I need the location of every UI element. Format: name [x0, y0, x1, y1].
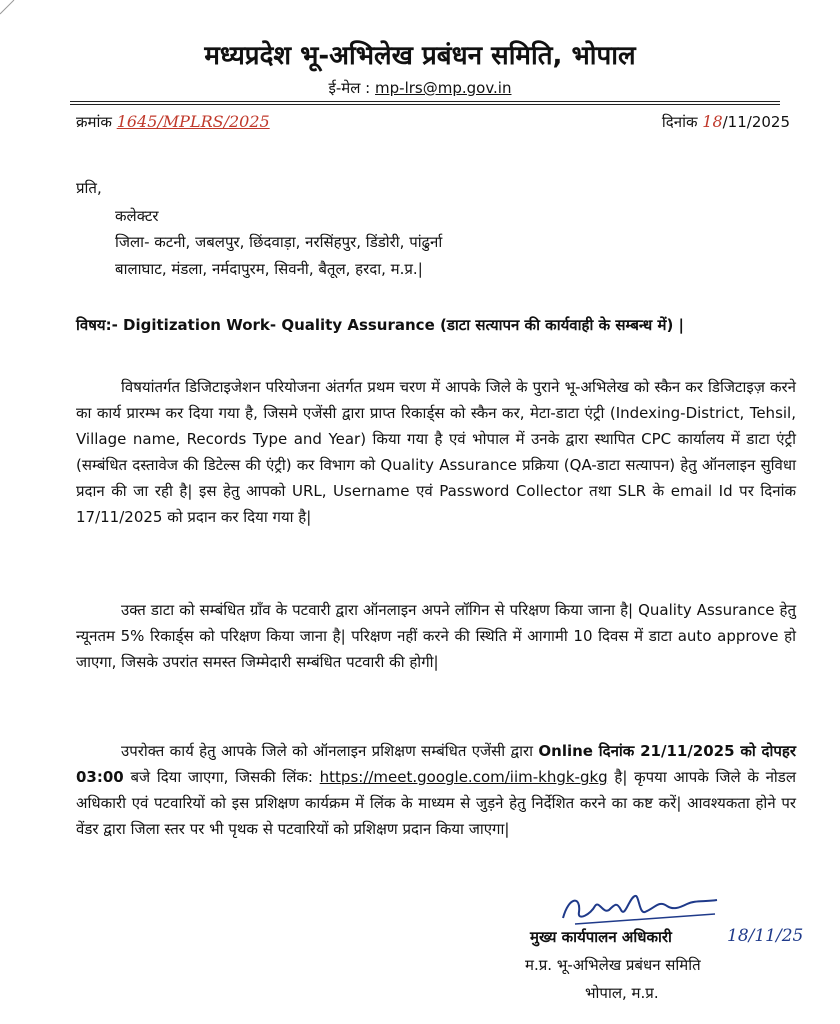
- paragraph-3-text-a: उपरोक्त कार्य हेतु आपके जिले को ऑनलाइन प्रशिक्षण सम्बंधित एजेंसी द्वारा: [121, 742, 539, 760]
- letter-date: [662, 112, 790, 132]
- reference-number: [76, 112, 270, 132]
- meet-link[interactable]: https://meet.google.com/iim-khgk-gkg: [319, 768, 608, 786]
- paragraph-3: [76, 738, 796, 842]
- subject-line: विषय:- Digitization Work- Quality Assurance (डाटा सत्यापन की कार्यवाही के सम्बन्ध में) |: [76, 316, 685, 334]
- address-line-2: बालाघाट, मंडला, नर्मदापुरम, सिवनी, बैतूल, हरदा, म.प्र.|: [115, 260, 423, 278]
- addressee: कलेक्टर: [115, 207, 159, 225]
- signature-scribble: [555, 888, 725, 930]
- letterhead-title: मध्यप्रदेश भू-अभिलेख प्रबंधन समिति, भोपाल: [204, 41, 636, 71]
- paragraph-3-text-b: बजे दिया जाएगा, जिसकी लिंक:: [123, 768, 320, 786]
- signature-date-handwritten: 18/11/25: [727, 926, 804, 946]
- paragraph-2-text: उक्त डाटा को सम्बंधित ग्राँव के पटवारी द्वारा ऑनलाइन अपने लॉगिन से परिक्षण किया जाना है| Quality Assurance हेतु न्यूनतम 5% रिकार्ड्स को परिक्षण किया जाना है| परिक्षण नहीं करने की स्थिति में आगामी 10 दिवस में डाटा auto approve हो जाएगा, जिसके उपरांत समस्त जिम्मेदारी सम्बंधित पटवारी की होगी|: [76, 601, 796, 671]
- date-day-handwritten: 18: [702, 112, 723, 131]
- email-address: mp-lrs@mp.gov.in: [375, 79, 512, 97]
- to-label: प्रति,: [76, 179, 102, 197]
- email-label: ई-मेल :: [328, 79, 371, 97]
- paragraph-1-text: विषयांतर्गत डिजिटाइजेशन परियोजना अंतर्गत प्रथम चरण में आपके जिले के पुराने भू-अभिलेख को स्कैन कर डिजिटाइज़ करने का कार्य प्रारम्भ कर दिया गया है, जिसमे एजेंसी द्वारा प्राप्त रिकार्ड्स को स्कैन कर, मेटा-डाटा एंट्री (Indexing-District, Tehsil, Village name, Records Type and Year) किया गया है एवं भोपाल में उनके द्वारा स्थापित CPC कार्यालय में डाटा एंट्री (सम्बंधित दस्तावेज की डिटेल्स की एंट्री) कर विभाग को Quality Assurance प्रक्रिया (QA-डाटा सत्यापन) हेतु ऑनलाइन सुविधा प्रदान की जा रही है| इस हेतु आपको URL, Username एवं Password Collector तथा SLR के email Id पर दिनांक 17/11/2025 को प्रदान कर दिया गया है|: [76, 378, 796, 526]
- paragraph-2: [76, 597, 796, 675]
- date-label: दिनांक: [661, 113, 698, 131]
- signatory-place: भोपाल, म.प्र.: [585, 984, 659, 1002]
- paragraph-1: [76, 374, 796, 530]
- header-rule: [70, 101, 780, 102]
- ref-number-handwritten: 1645/MPLRS/2025: [116, 112, 270, 131]
- date-rest: /11/2025: [722, 113, 790, 131]
- letterhead-email: [0, 78, 840, 98]
- signatory-organisation: म.प्र. भू-अभिलेख प्रबंधन समिति: [525, 956, 701, 974]
- signatory-title: मुख्य कार्यपालन अधिकारी: [530, 928, 672, 946]
- address-line-1: जिला- कटनी, जबलपुर, छिंदवाड़ा, नरसिंहपुर, डिंडोरी, पांढुर्ना: [115, 233, 443, 251]
- scan-corner-mark: [0, 0, 16, 16]
- paragraph-3-text-c: है| कृपया आपके जिले के नोडल अधिकारी एवं पटवारियों को इस प्रशिक्षण कार्यक्रम में लिंक के माध्यम से जुड़ने हेतु निर्देशित करने का कष्ट करें| आवश्यकता होने पर वेंडर द्वारा जिला स्तर पर भी पृथक से पटवारियों को प्रशिक्षण प्रदान किया जाएगा|: [76, 768, 796, 838]
- ref-label: क्रमांक: [76, 113, 112, 131]
- header-rule-second: [70, 104, 780, 105]
- training-date-bold: Online दिनांक 21/11/2025 को दोपहर 03:00: [76, 742, 796, 786]
